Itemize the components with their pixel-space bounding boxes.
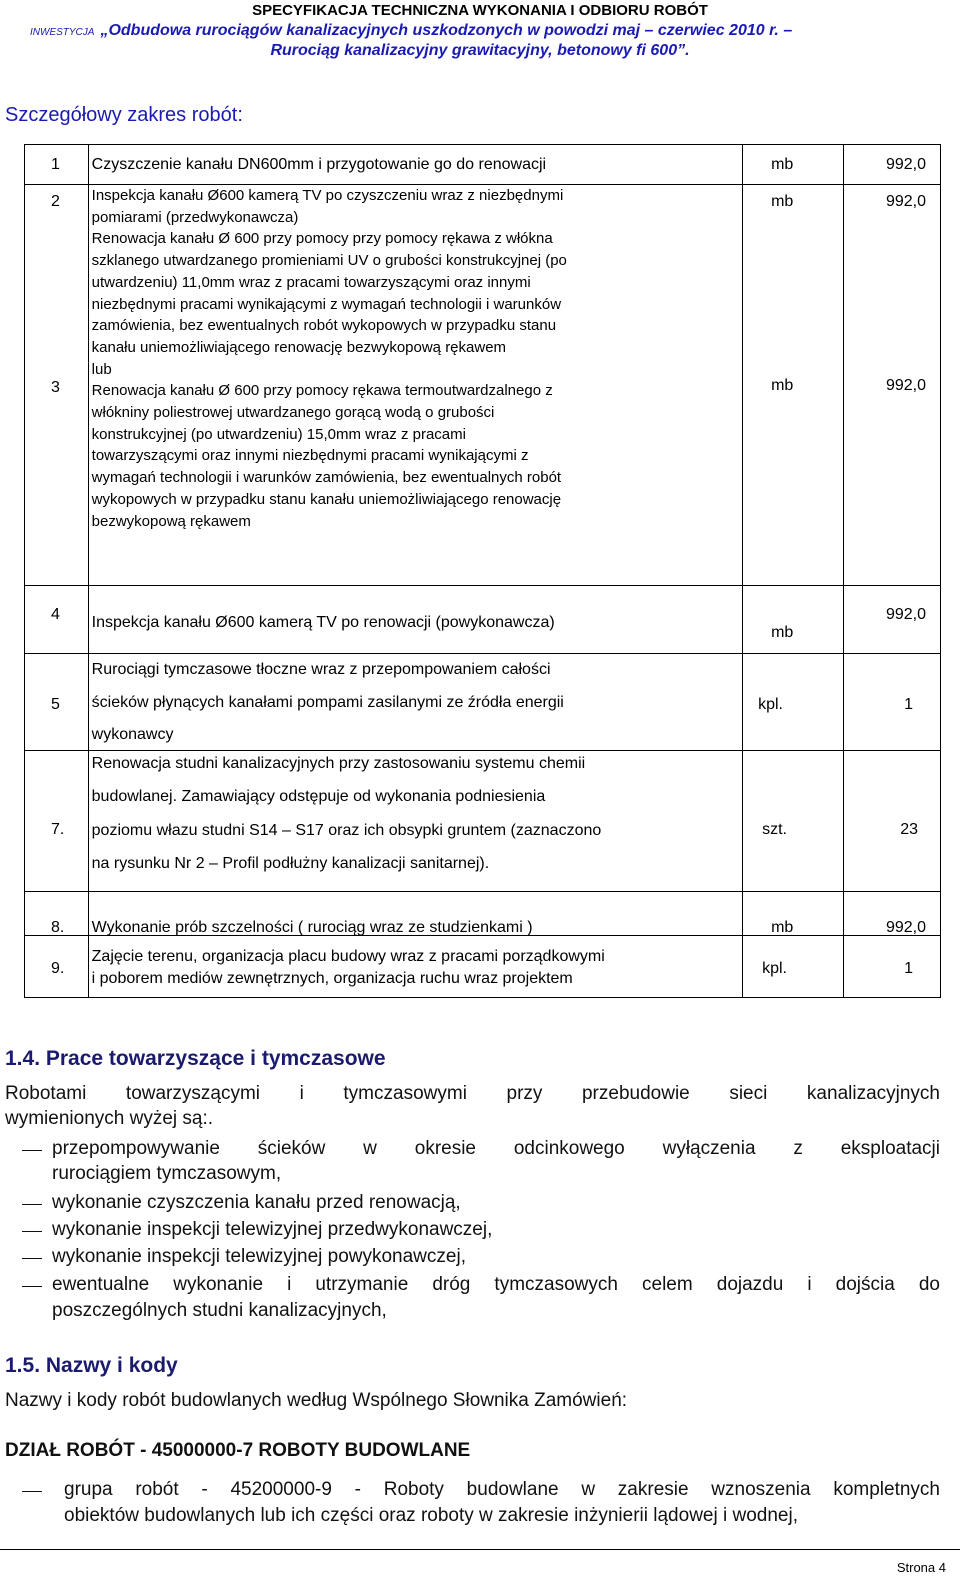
row-description-line: wykopowych w przypadku stanu kanału uniemożliwiającego renowację bbox=[91, 490, 562, 508]
row-description-line: włókniny poliestrowej utwardzanego gorącą wodą o grubości bbox=[91, 404, 495, 422]
row-unit: szt. bbox=[762, 821, 787, 838]
investment-subtitle: Rurociąg kanalizacyjny grawitacyjny, betonowy fi 600”. bbox=[270, 42, 690, 59]
row-description-line: ścieków płynących kanałami pompami zasilanymi ze źródła energii bbox=[91, 694, 564, 711]
row-quantity: 1 bbox=[904, 696, 913, 713]
row-unit: mb bbox=[771, 377, 794, 394]
investment-line bbox=[30, 22, 960, 40]
division-heading: DZIAŁ ROBÓT - 45000000-7 ROBOTY BUDOWLANE bbox=[5, 1440, 471, 1461]
row-quantity: 992,0 bbox=[885, 919, 926, 936]
investment-title: „Odbudowa rurociągów kanalizacyjnych uszkodzonych w powodzi maj – czerwiec 2010 r. – bbox=[100, 22, 793, 39]
row-description-line: lub bbox=[91, 360, 112, 378]
row-description-line: bezwykopową rękawem bbox=[91, 512, 251, 530]
row-quantity: 992,0 bbox=[885, 156, 926, 173]
investment-label: INWESTYCJA bbox=[30, 27, 95, 38]
list-dash-icon bbox=[22, 1258, 42, 1259]
row-number: 9. bbox=[51, 960, 65, 977]
row-description-line: i poborem mediów zewnętrznych, organizacja ruchu wraz projektem bbox=[91, 970, 573, 987]
row-description-line: wykonawcy bbox=[91, 726, 174, 743]
row-description: pomiarami (przedwykonawcza) bbox=[91, 208, 299, 226]
row-description-line: poziomu włazu studni S14 – S17 oraz ich obsypki gruntem (zaznaczono bbox=[91, 822, 602, 839]
table-row bbox=[25, 654, 941, 751]
works-table bbox=[24, 144, 941, 998]
row-description-line: Renowacja kanału Ø 600 przy pomocy rękawa termoutwardzalnego z bbox=[91, 382, 553, 400]
row-description-line: Renowacja studni kanalizacyjnych przy zastosowaniu systemu chemii bbox=[91, 755, 586, 772]
row-quantity: 992,0 bbox=[885, 606, 926, 623]
table-row bbox=[25, 145, 941, 185]
list-item: ewentualne wykonanie i utrzymanie dróg tymczasowych celem dojazdu i dojścia do bbox=[52, 1274, 940, 1295]
row-description-line: Renowacja kanału Ø 600 przy pomocy przy pomocy rękawa z włókna bbox=[91, 230, 553, 248]
paragraph: Nazwy i kody robót budowlanych według Wspólnego Słownika Zamówień: bbox=[5, 1390, 628, 1411]
page-number: Strona 4 bbox=[896, 1560, 946, 1575]
row-quantity: 1 bbox=[904, 960, 913, 977]
row-number: 4 bbox=[51, 606, 60, 623]
list-item: przepompowywanie ścieków w okresie odcinkowego wyłączenia z eksploatacji bbox=[52, 1138, 940, 1159]
list-item: wykonanie inspekcji telewizyjnej powykonawczej, bbox=[52, 1246, 466, 1267]
row-description-line: kanału uniemożliwiającego renowację bezwykopową rękawem bbox=[91, 338, 507, 356]
list-dash-icon bbox=[22, 1286, 42, 1287]
table-row bbox=[25, 936, 941, 998]
row-unit: mb bbox=[771, 193, 794, 210]
row-number: 8. bbox=[51, 919, 65, 936]
row-quantity: 23 bbox=[900, 821, 918, 838]
section-heading-1-5: 1.5. Nazwy i kody bbox=[5, 1354, 178, 1377]
section-heading-1-4: 1.4. Prace towarzyszące i tymczasowe bbox=[5, 1047, 386, 1070]
row-description-line: szklanego utwardzanego promieniami UV o grubości konstrukcyjnej (po bbox=[91, 252, 567, 270]
list-item-continuation: rurociągiem tymczasowym, bbox=[52, 1163, 282, 1184]
row-description-line: zamówienia, bez ewentualnych robót wykopowych w przypadku stanu bbox=[91, 317, 557, 335]
list-item-continuation: obiektów budowlanych lub ich części oraz roboty w zakresie inżynierii lądowej i wodnej, bbox=[64, 1505, 798, 1526]
row-unit: kpl. bbox=[758, 696, 783, 713]
spec-header-title: SPECYFIKACJA TECHNICZNA WYKONANIA I ODBIORU ROBÓT bbox=[252, 2, 708, 19]
footer-divider bbox=[0, 1549, 960, 1550]
row-unit: mb bbox=[771, 624, 794, 641]
row-description-line: towarzyszącymi oraz innymi niezbędnymi pracami wynikającymi z bbox=[91, 447, 529, 465]
row-description: Inspekcja kanału Ø600 kamerą TV po czyszczeniu wraz z niezbędnymi bbox=[91, 187, 564, 204]
row-description-block bbox=[92, 228, 567, 532]
row-description-line: Zajęcie terenu, organizacja placu budowy wraz z pracami porządkowymi bbox=[91, 948, 605, 965]
paragraph: Robotami towarzyszącymi i tymczasowymi przy przebudowie sieci kanalizacyjnych bbox=[5, 1083, 940, 1104]
list-item: wykonanie inspekcji telewizyjnej przedwykonawczej, bbox=[52, 1219, 493, 1240]
row-description-line: na rysunku Nr 2 – Profil podłużny kanalizacji sanitarnej). bbox=[91, 855, 490, 872]
row-quantity: 992,0 bbox=[885, 193, 926, 210]
row-description: Czyszczenie kanału DN600mm i przygotowanie go do renowacji bbox=[91, 156, 547, 173]
table-row bbox=[25, 185, 941, 586]
row-description-line: Rurociągi tymczasowe tłoczne wraz z przepompowaniem całości bbox=[91, 661, 551, 678]
row-description-line: utwardzeniu) 11,0mm wraz z pracami towarzyszącymi oraz innymi bbox=[91, 273, 531, 291]
list-item: wykonanie czyszczenia kanału przed renowacją, bbox=[52, 1192, 461, 1213]
paragraph: wymienionych wyżej są:. bbox=[5, 1108, 214, 1129]
row-description-line: wymagań technologii i warunków zamówienia, bez ewentualnych robót bbox=[91, 469, 562, 487]
row-number: 1 bbox=[51, 156, 60, 173]
table-row bbox=[25, 892, 941, 936]
table-row bbox=[25, 586, 941, 654]
list-dash-icon bbox=[22, 1150, 42, 1151]
row-description: Wykonanie prób szczelności ( rurociąg wraz ze studzienkami ) bbox=[91, 919, 533, 936]
scope-title: Szczegółowy zakres robót: bbox=[5, 104, 243, 126]
row-description: Inspekcja kanału Ø600 kamerą TV po renowacji (powykonawcza) bbox=[91, 614, 555, 631]
list-item-continuation: poszczególnych studni kanalizacyjnych, bbox=[52, 1300, 387, 1321]
row-number: 5 bbox=[51, 696, 60, 713]
list-dash-icon bbox=[22, 1204, 42, 1205]
list-dash-icon bbox=[22, 1491, 42, 1492]
row-unit: mb bbox=[771, 156, 794, 173]
row-description-line: niezbędnymi pracami wynikającymi z wymagań technologii i warunków bbox=[91, 295, 562, 313]
row-description-line: budowlanej. Zamawiający odstępuje od wykonania podniesienia bbox=[91, 788, 546, 805]
row-number: 7. bbox=[51, 821, 65, 838]
row-description-line: konstrukcyjnej (po utwardzeniu) 15,0mm wraz z pracami bbox=[91, 425, 466, 443]
row-unit: mb bbox=[771, 919, 794, 936]
table-row bbox=[25, 751, 941, 892]
row-number: 2 bbox=[51, 193, 60, 210]
row-quantity: 992,0 bbox=[885, 377, 926, 394]
list-dash-icon bbox=[22, 1231, 42, 1232]
row-number: 3 bbox=[51, 379, 60, 396]
row-unit: kpl. bbox=[762, 960, 787, 977]
list-item: grupa robót - 45200000-9 - Roboty budowlane w zakresie wznoszenia kompletnych bbox=[64, 1479, 940, 1500]
